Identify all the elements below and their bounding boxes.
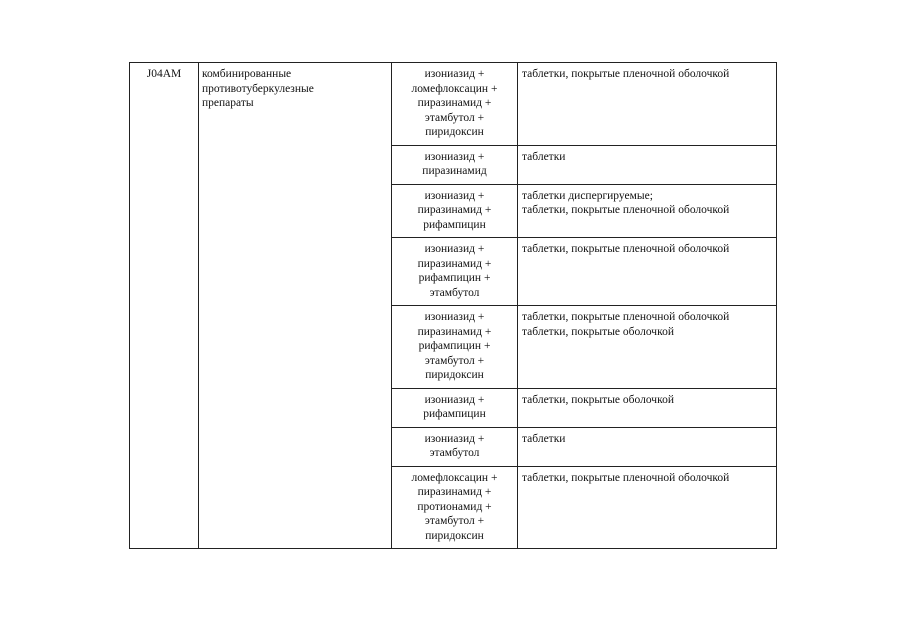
drug-group-line: противотуберкулезные	[202, 82, 314, 95]
table-body	[130, 63, 777, 549]
drug-group-line: комбинированные	[202, 68, 292, 80]
drug-name-line: пиразинамид +	[417, 204, 492, 216]
drug-name-line: этамбутол +	[424, 515, 485, 527]
dosage-form-cell	[518, 306, 777, 389]
dosage-form-line: таблетки, покрытые пленочной оболочкой	[522, 311, 730, 323]
drug-name-line: этамбутол	[429, 286, 480, 299]
drug-name-line: этамбутол +	[424, 111, 485, 124]
drug-name-cell	[392, 184, 518, 238]
drug-name-cell	[392, 306, 518, 389]
drug-name-line: изониазид +	[424, 393, 485, 406]
drug-name-line: пиразинамид +	[417, 97, 492, 109]
drug-name-line: изониазид +	[424, 432, 485, 445]
drug-name-line: пиридоксин	[425, 529, 484, 542]
drug-name-line: изониазид +	[424, 189, 485, 202]
drug-name-line: изониазид +	[424, 68, 485, 80]
drug-name-cell	[392, 466, 518, 549]
drug-name-line: протионамид +	[417, 500, 492, 513]
drug-name-line: этамбутол +	[424, 354, 485, 367]
dosage-form-cell	[518, 427, 777, 466]
dosage-form-line: таблетки, покрытые пленочной оболочкой	[522, 471, 730, 484]
drug-name-line: пиразинамид +	[417, 257, 492, 270]
drug-name-line: пиридоксин	[425, 369, 484, 381]
drug-name-line: этамбутол	[429, 447, 480, 459]
drug-name-line: рифампицин +	[418, 340, 491, 352]
dosage-form-cell	[518, 184, 777, 238]
drug-name-line: пиридоксин	[425, 126, 484, 138]
drug-name-cell	[392, 427, 518, 466]
drug-name-line: рифампицин	[423, 218, 486, 231]
drug-group-cell	[199, 63, 392, 549]
dosage-form-line: таблетки, покрытые пленочной оболочкой	[522, 68, 730, 80]
drug-name-line: пиразинамид +	[417, 486, 492, 498]
drug-name-line: изониазид +	[424, 243, 485, 255]
drug-name-line: изониазид +	[424, 150, 485, 163]
drug-name-line: рифампицин +	[418, 272, 491, 284]
dosage-form-line: таблетки диспергируемые;	[522, 189, 653, 202]
dosage-form-cell	[518, 63, 777, 146]
dosage-form-cell	[518, 145, 777, 184]
drug-name-cell	[392, 63, 518, 146]
dosage-form-line: таблетки	[522, 432, 566, 445]
dosage-form-cell	[518, 388, 777, 427]
drug-name-line: рифампицин	[423, 408, 486, 420]
dosage-form-cell	[518, 238, 777, 306]
atc-code: J04AM	[146, 68, 182, 80]
drug-name-line: изониазид +	[424, 311, 485, 323]
dosage-form-line: таблетки, покрытые оболочкой	[522, 325, 674, 338]
drug-name-line: пиразинамид +	[417, 325, 492, 338]
dosage-form-line: таблетки, покрытые пленочной оболочкой	[522, 204, 730, 216]
table-row	[130, 63, 777, 146]
drug-name-cell	[392, 388, 518, 427]
drug-name-line: пиразинамид	[422, 165, 487, 177]
dosage-form-cell	[518, 466, 777, 549]
dosage-form-line: таблетки	[522, 150, 566, 163]
dosage-form-line: таблетки, покрытые оболочкой	[522, 393, 674, 406]
drug-name-line: ломефлоксацин +	[411, 82, 498, 95]
drug-name-cell	[392, 145, 518, 184]
drug-name-cell	[392, 238, 518, 306]
drug-table	[129, 62, 777, 549]
drug-group-line: препараты	[202, 97, 254, 109]
atc-code-cell	[130, 63, 199, 549]
drug-name-line: ломефлоксацин +	[411, 471, 498, 484]
dosage-form-line: таблетки, покрытые пленочной оболочкой	[522, 243, 730, 255]
